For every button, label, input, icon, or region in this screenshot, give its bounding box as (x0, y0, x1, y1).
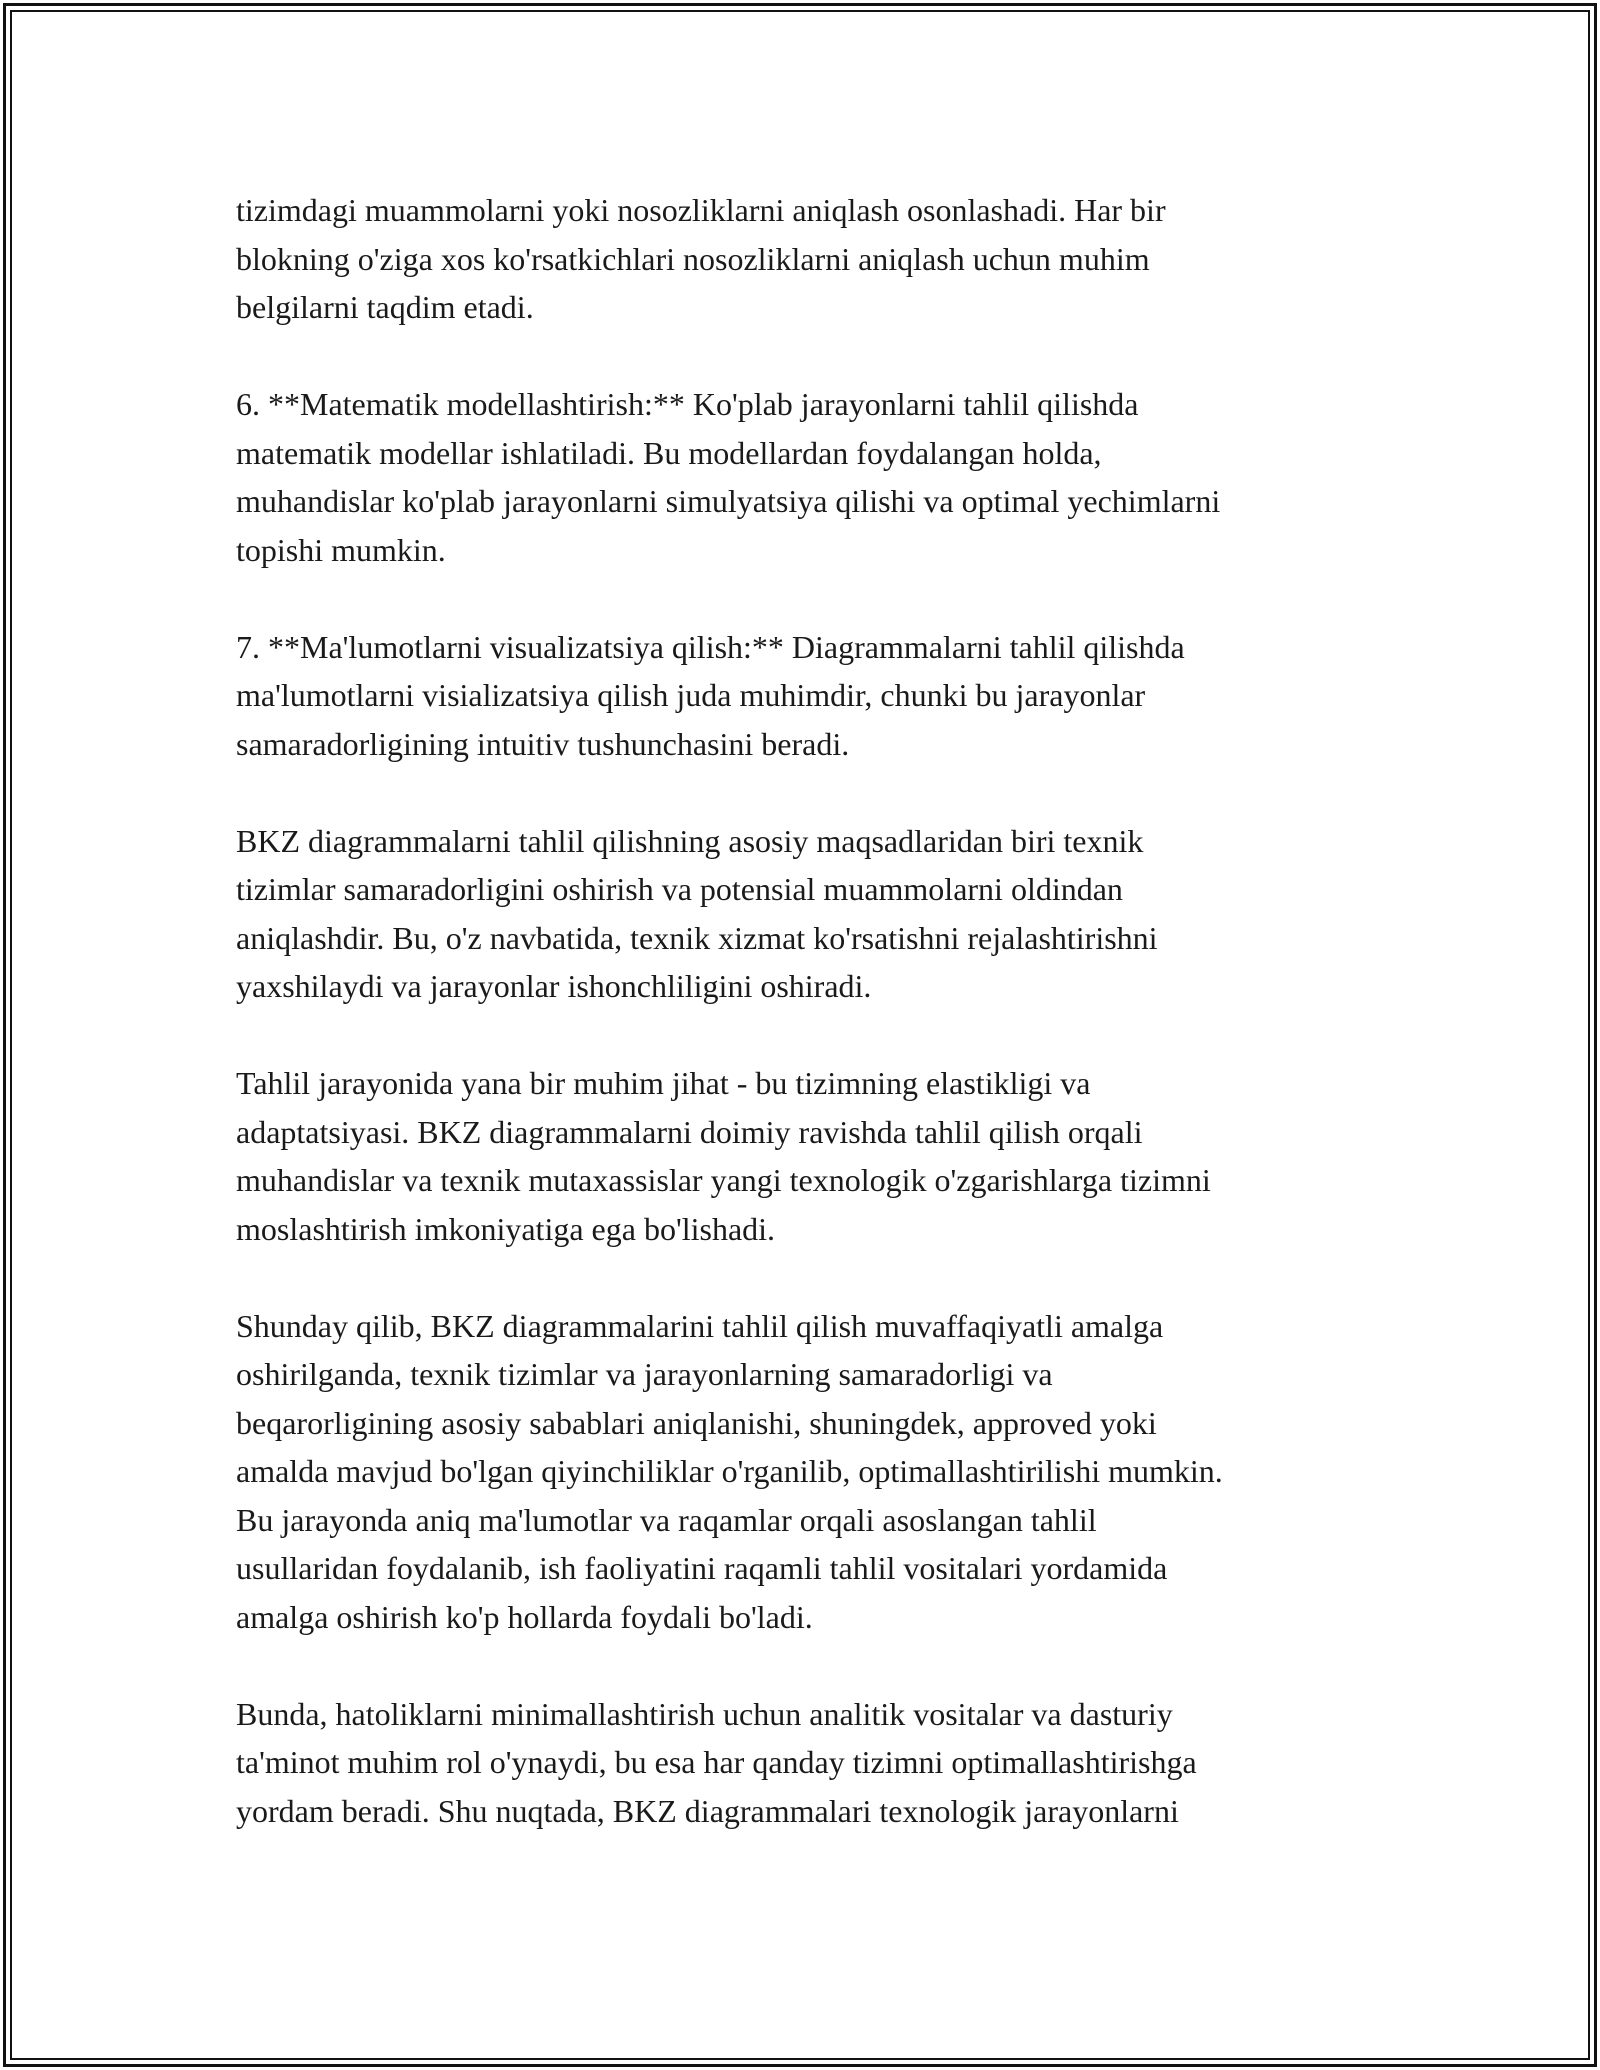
paragraph-elasticity: Tahlil jarayonida yana bir muhim jihat - bu tizimning elastikligi va adaptatsiyasi. BKZ diagrammalarni doimiy ravishda tahlil qilish orqali muhandislar va texnik mutaxassislar yangi texnologik o'zgarishlarga tizimni moslashtirish imkoniyatiga ega bo'lishadi. (236, 1065, 1211, 1247)
paragraph-item-7: 7. **Ma'lumotlarni visualizatsiya qilish:** Diagrammalarni tahlil qilishda ma'lumotlarni visializatsiya qilish juda muhimdir, chunki bu jarayonlar samaradorligining intuitiv tushunchasini beradi. (236, 628, 1185, 762)
paragraph-conclusion: Shunday qilib, BKZ diagrammalarini tahlil qilish muvaffaqiyatli amalga oshirilganda, texnik tizimlar va jarayonlarning samaradorligi va beqarorligining asosiy sabablari aniqlanishi, shuningdek, approved yoki amalda mavjud bo'lgan qiyinchiliklar o'rganilib, optimallashtirilishi mumkin. Bu jarayonda aniq ma'lumotlar va raqamlar orqali asoslangan tahlil usullaridan foydalanib, ish faoliyatini raqamli tahlil vositalari yordamida amalga oshirish ko'p hollarda foydali bo'ladi. (236, 1307, 1223, 1635)
paragraph-main-goal: BKZ diagrammalarni tahlil qilishning asosiy maqsadlaridan biri texnik tizimlar samaradorligini oshirish va potensial muammolarni oldindan aniqlashdir. Bu, o'z navbatida, texnik xizmat ko'rsatishni rejalashtirishni yaxshilaydi va jarayonlar ishonchliligini oshiradi. (236, 822, 1158, 1004)
paragraph-intro-continuation: tizimdagi muammolarni yoki nosozliklarni aniqlash osonlashadi. Har bir blokning o'ziga xos ko'rsatkichlari nosozliklarni aniqlash uchun muhim belgilarni taqdim etadi. (236, 192, 1166, 325)
document-body (236, 186, 1386, 1835)
paragraph-tools: Bunda, hatoliklarni minimallashtirish uchun analitik vositalar va dasturiy ta'minot muhim rol o'ynaydi, bu esa har qanday tizimni optimallashtirishga yordam beradi. Shu nuqtada, BKZ diagrammalari texnologik jarayonlarni (236, 1695, 1197, 1829)
paragraph-item-6: 6. **Matematik modellashtirish:** Ko'plab jarayonlarni tahlil qilishda matematik modellar ishlatiladi. Bu modellardan foydalangan holda, muhandislar ko'plab jarayonlarni simulyatsiya qilishi va optimal yechimlarni topishi mumkin. (236, 386, 1221, 568)
